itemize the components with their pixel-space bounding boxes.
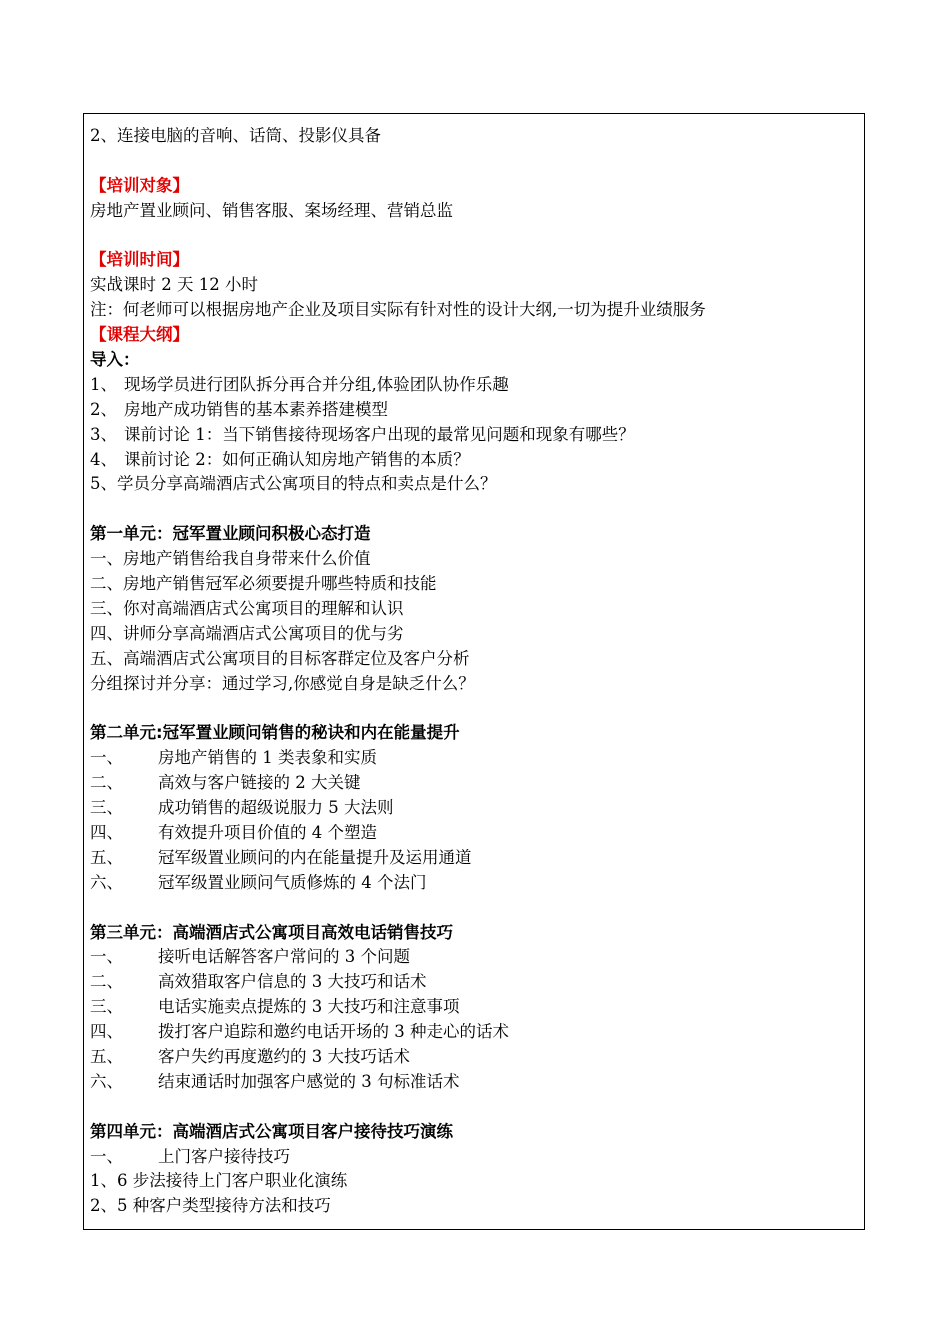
intro-item [90,373,860,398]
document-content [90,124,860,1219]
spacer [90,696,860,721]
time-note: 注：何老师可以根据房地产企业及项目实际有针对性的设计大纲,一切为提升业绩服务 [90,300,706,320]
target-text: 房地产置业顾问、销售客服、案场经理、营销总监 [90,200,453,220]
unit3-item-number: 三、 [90,997,123,1017]
unit2-item-text: 冠军级置业顾问气质修炼的 4 个法门 [158,872,427,892]
unit2-item-number: 一、 [90,748,123,768]
unit3-item [90,945,860,970]
intro-title: 导入： [90,350,140,370]
unit3-item [90,1045,860,1070]
unit3-item-number: 二、 [90,972,123,992]
unit3-item-number: 五、 [90,1046,123,1066]
unit2-item [90,871,860,896]
unit2-item-number: 五、 [90,847,123,867]
unit3-item-text: 接听电话解答客户常问的 3 个问题 [158,947,410,967]
unit4-section [90,1145,860,1170]
intro-item-number: 2、 [90,399,117,419]
unit2-item [90,821,860,846]
intro-item: 5、学员分享高端酒店式公寓项目的特点和卖点是什么？ [90,474,497,494]
unit4-item: 2、5 种客户类型接待方法和技巧 [90,1196,331,1216]
spacer [90,149,860,174]
time-heading: 【培训时间】 [90,250,189,270]
outline-heading: 【课程大纲】 [90,325,189,345]
spacer [90,896,860,921]
time-text: 实战课时 2 天 12 小时 [90,275,258,295]
unit3-item [90,995,860,1020]
unit1-item: 二、房地产销售冠军必须要提升哪些特质和技能 [90,574,437,594]
unit3-item-text: 结束通话时加强客户感觉的 3 句标准话术 [158,1071,460,1091]
unit2-item [90,846,860,871]
intro-item-text: 课前讨论 2：如何正确认知房地产销售的本质？ [124,449,470,469]
unit3-item [90,1020,860,1045]
unit4-section-number: 一、 [90,1146,123,1166]
unit2-item [90,796,860,821]
unit2-item [90,746,860,771]
unit3-item [90,970,860,995]
unit2-item-text: 房地产销售的 1 类表象和实质 [158,748,377,768]
intro-item-number: 1、 [90,374,117,394]
spacer [90,224,860,249]
unit2-item-number: 四、 [90,822,123,842]
unit2-item-text: 成功销售的超级说服力 5 大法则 [158,798,394,818]
intro-item-text: 课前讨论 1：当下销售接待现场客户出现的最常见问题和现象有哪些？ [124,424,635,444]
target-heading: 【培训对象】 [90,175,189,195]
spacer [90,1095,860,1120]
intro-item [90,448,860,473]
unit2-item-number: 二、 [90,773,123,793]
unit1-item: 四、讲师分享高端酒店式公寓项目的优与劣 [90,623,404,643]
unit3-item-number: 四、 [90,1022,123,1042]
intro-item-text: 房地产成功销售的基本素养搭建模型 [124,399,388,419]
unit1-item: 三、你对高端酒店式公寓项目的理解和认识 [90,598,404,618]
unit2-item [90,771,860,796]
unit4-title: 第四单元：高端酒店式公寓项目客户接待技巧演练 [90,1121,453,1141]
unit2-item-number: 三、 [90,798,123,818]
equipment-line: 2、连接电脑的音响、话筒、投影仪具备 [90,126,381,145]
unit3-item-text: 拨打客户追踪和邀约电话开场的 3 种走心的话术 [158,1022,509,1042]
unit3-title: 第三单元：高端酒店式公寓项目高效电话销售技巧 [90,922,453,942]
unit3-item [90,1070,860,1095]
unit2-item-text: 高效与客户链接的 2 大关键 [158,773,361,793]
intro-item [90,398,860,423]
unit2-item-text: 有效提升项目价值的 4 个塑造 [158,822,377,842]
unit3-item-text: 高效猎取客户信息的 3 大技巧和话术 [158,972,427,992]
spacer [90,497,860,522]
unit1-item: 五、高端酒店式公寓项目的目标客群定位及客户分析 [90,648,470,668]
unit1-item: 一、房地产销售给我自身带来什么价值 [90,549,371,569]
unit4-section-text: 上门客户接待技巧 [158,1146,290,1166]
unit2-title: 第二单元:冠军置业顾问销售的秘诀和内在能量提升 [90,723,460,743]
unit1-discussion: 分组探讨并分享：通过学习,你感觉自身是缺乏什么？ [90,673,475,693]
unit2-item-text: 冠军级置业顾问的内在能量提升及运用通道 [158,847,472,867]
unit3-item-text: 客户失约再度邀约的 3 大技巧话术 [158,1046,410,1066]
intro-item-text: 现场学员进行团队拆分再合并分组,体验团队协作乐趣 [124,374,509,394]
unit3-item-number: 一、 [90,947,123,967]
unit3-item-text: 电话实施卖点提炼的 3 大技巧和注意事项 [158,997,460,1017]
unit3-item-number: 六、 [90,1071,123,1091]
unit1-title: 第一单元：冠军置业顾问积极心态打造 [90,524,371,544]
intro-item [90,423,860,448]
intro-item-number: 4、 [90,449,117,469]
unit4-item: 1、6 步法接待上门客户职业化演练 [90,1171,348,1191]
intro-item-number: 3、 [90,424,117,444]
unit2-item-number: 六、 [90,872,123,892]
